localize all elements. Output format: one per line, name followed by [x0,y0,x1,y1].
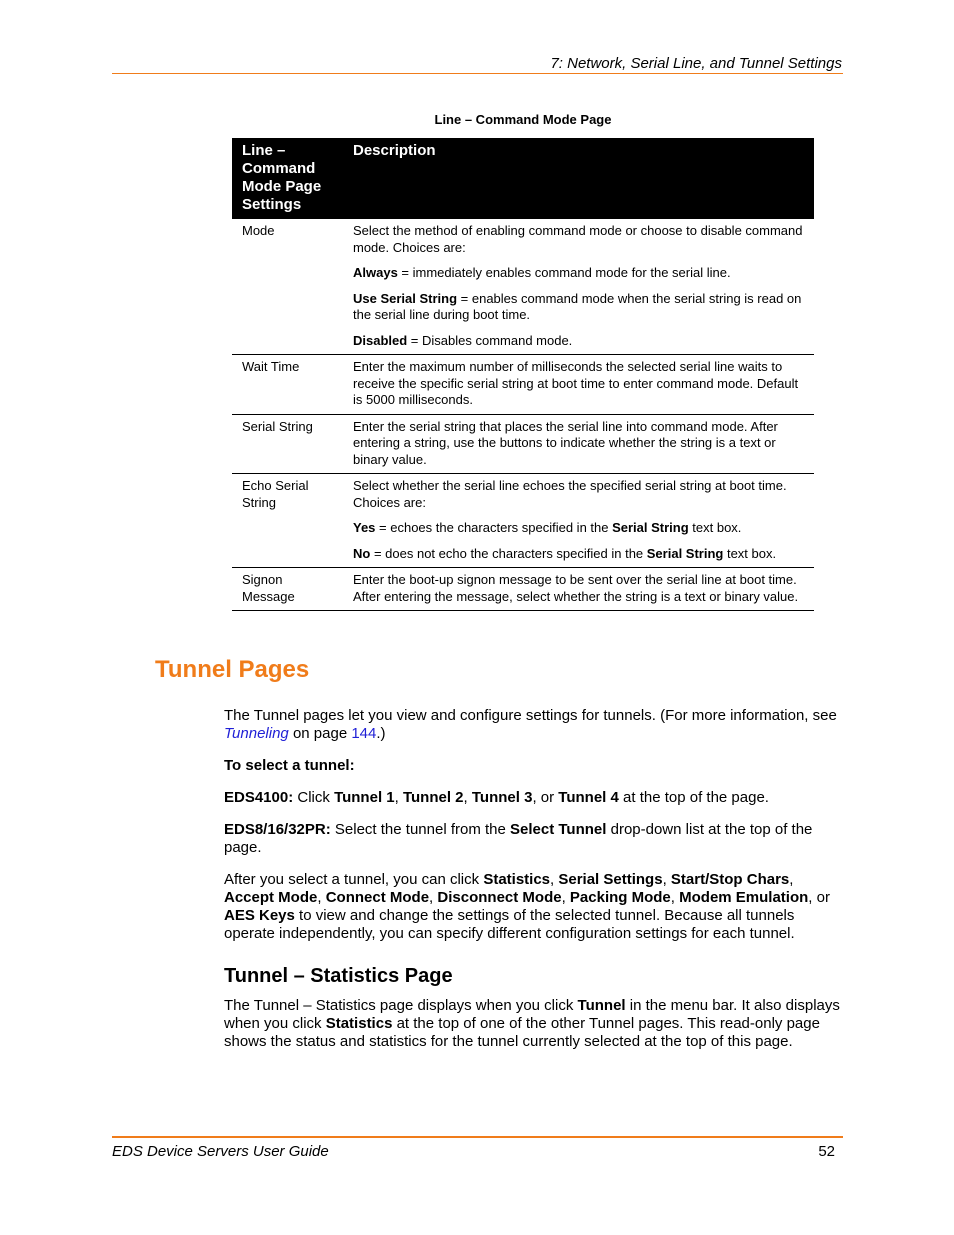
option-item [353,520,804,537]
text-run: Select the tunnel from the [330,821,511,838]
subsection-title: Tunnel – Statistics Page [224,965,453,987]
table-row [232,219,814,355]
tunnel-4-ref: Tunnel 4 [558,789,619,806]
text-run: drop-down list at the top of the page. [224,821,813,856]
text-run: , [662,871,671,888]
text-run: on page [288,725,352,742]
option-item [353,291,804,324]
setting-name: Wait Time [232,355,343,415]
description-text: Select the method of enabling command mode or choose to disable command mode. Choices are: [353,223,803,255]
tunnel-pages-paragraph [224,871,842,943]
procedure-heading [224,757,842,775]
aes-keys-ref: AES Keys [224,907,295,924]
serial-settings-ref: Serial Settings [558,871,663,888]
setting-name: Signon Message [232,568,343,611]
page-number: 52 [818,1143,835,1160]
option-text: = immediately enables command mode for the serial line. [397,265,731,280]
header-divider [112,73,843,74]
eds4100-paragraph [224,789,842,807]
column-header-settings: Line – Command Mode Page Settings [232,138,343,219]
option-label: Yes [353,520,376,535]
field-reference: Serial String [612,520,689,535]
setting-description [343,219,814,355]
packing-mode-ref: Packing Mode [569,889,671,906]
option-item [353,265,804,282]
option-label: No [353,545,371,561]
tunnel-2-ref: Tunnel 2 [402,789,464,806]
option-text: text box. [723,545,777,561]
option-text: text box. [688,520,742,535]
description-text: Enter the serial string that places the serial line into command mode. After entering a string, use the buttons to indicate whether the string is a text or binary value. [353,418,778,467]
table-row [232,474,814,568]
disconnect-mode-ref: Disconnect Mode [437,889,562,906]
text-run: , [394,789,403,806]
tunnel-3-ref: Tunnel 3 [471,789,533,806]
text-run: in the menu bar. It also displays when you click [224,997,840,1032]
description-text: Enter the maximum number of milliseconds the selected serial line waits to receive the specific serial string at boot time to enter command mode. Default is 5000 milliseconds. [353,359,799,407]
text-run: , [429,889,438,906]
table-row [232,355,814,415]
intro-paragraph [224,707,842,743]
page-144-link[interactable]: 144 [351,725,377,742]
text-run: .) [376,725,386,742]
text-run: , or [532,789,559,806]
text-run: The Tunnel pages let you view and configure settings for tunnels. (For more information, see [224,707,837,724]
tunnel-menu-ref: Tunnel [577,997,626,1014]
option-text: = enables command mode when the serial string is read on the serial line during boot time. [353,290,802,322]
text-run: After you select a tunnel, you can click [224,871,484,888]
guide-title: EDS Device Servers User Guide [112,1143,329,1160]
text-run: to view and change the settings of the selected tunnel. Because all tunnels operate independently, you can specify different configuration settings for each tunnel. [224,907,795,942]
statistics-ref: Statistics [325,1015,393,1032]
column-header-description: Description [343,138,814,219]
table-header-row [232,138,814,219]
table-caption: Line – Command Mode Page [434,112,612,127]
settings-table [232,138,814,611]
text-run: , [670,889,680,906]
field-reference: Serial String [646,545,724,561]
setting-description [343,355,814,415]
text-run: The Tunnel – Statistics page displays when you click [224,997,578,1014]
text-run: Click [293,789,335,806]
tunneling-link[interactable] [224,725,289,742]
option-label: Always [353,265,398,280]
setting-name: Mode [232,219,343,355]
table-row [232,414,814,474]
text-run: at the top of the page. [618,789,769,806]
text-run: , [789,871,794,888]
setting-name: Serial String [232,414,343,474]
text-run: at the top of one of the other Tunnel pages. This read-only page shows the status and statistics for the tunnel currently selected at the top of this page. [224,1015,820,1050]
body-content [224,707,842,1065]
option-text: = Disables command mode. [407,332,573,348]
link-text: Tunneling [224,725,289,742]
option-label: Disabled [353,332,408,348]
setting-name: Echo Serial String [232,474,343,568]
description-text: Select whether the serial line echoes the specified serial string at boot time. Choices are: [353,478,787,510]
model-label: EDS8/16/32PR: [224,821,331,838]
text-run: , [561,889,570,906]
option-text: = echoes the characters specified in the [375,520,613,535]
text-run: , [550,871,559,888]
accept-mode-ref: Accept Mode [224,889,318,906]
option-item [353,333,804,350]
section-title: Tunnel Pages [155,656,310,683]
connect-mode-ref: Connect Mode [325,889,430,906]
modem-emulation-ref: Modem Emulation [679,889,809,906]
option-text: = does not echo the characters specified in the [370,545,647,561]
option-label: Use Serial String [353,290,458,306]
setting-description [343,414,814,474]
start-stop-chars-ref: Start/Stop Chars [670,871,790,888]
select-tunnel-ref: Select Tunnel [510,821,607,838]
eds8-paragraph [224,821,842,857]
model-label: EDS4100: [224,789,294,806]
setting-description [343,568,814,611]
description-text: Enter the boot-up signon message to be sent over the serial line at boot time. After entering the message, select whether the string is a text or binary value. [353,572,799,604]
tunnel-1-ref: Tunnel 1 [334,789,395,806]
statistics-ref: Statistics [483,871,551,888]
procedure-heading-text: To select a tunnel: [224,757,355,774]
chapter-title: 7: Network, Serial Line, and Tunnel Settings [550,55,842,72]
option-item [353,546,804,563]
footer-divider [112,1136,843,1138]
table-row [232,568,814,611]
statistics-paragraph [224,997,842,1051]
text-run: , [317,889,326,906]
setting-description [343,474,814,568]
text-run: , [463,789,472,806]
text-run: , or [808,889,830,906]
